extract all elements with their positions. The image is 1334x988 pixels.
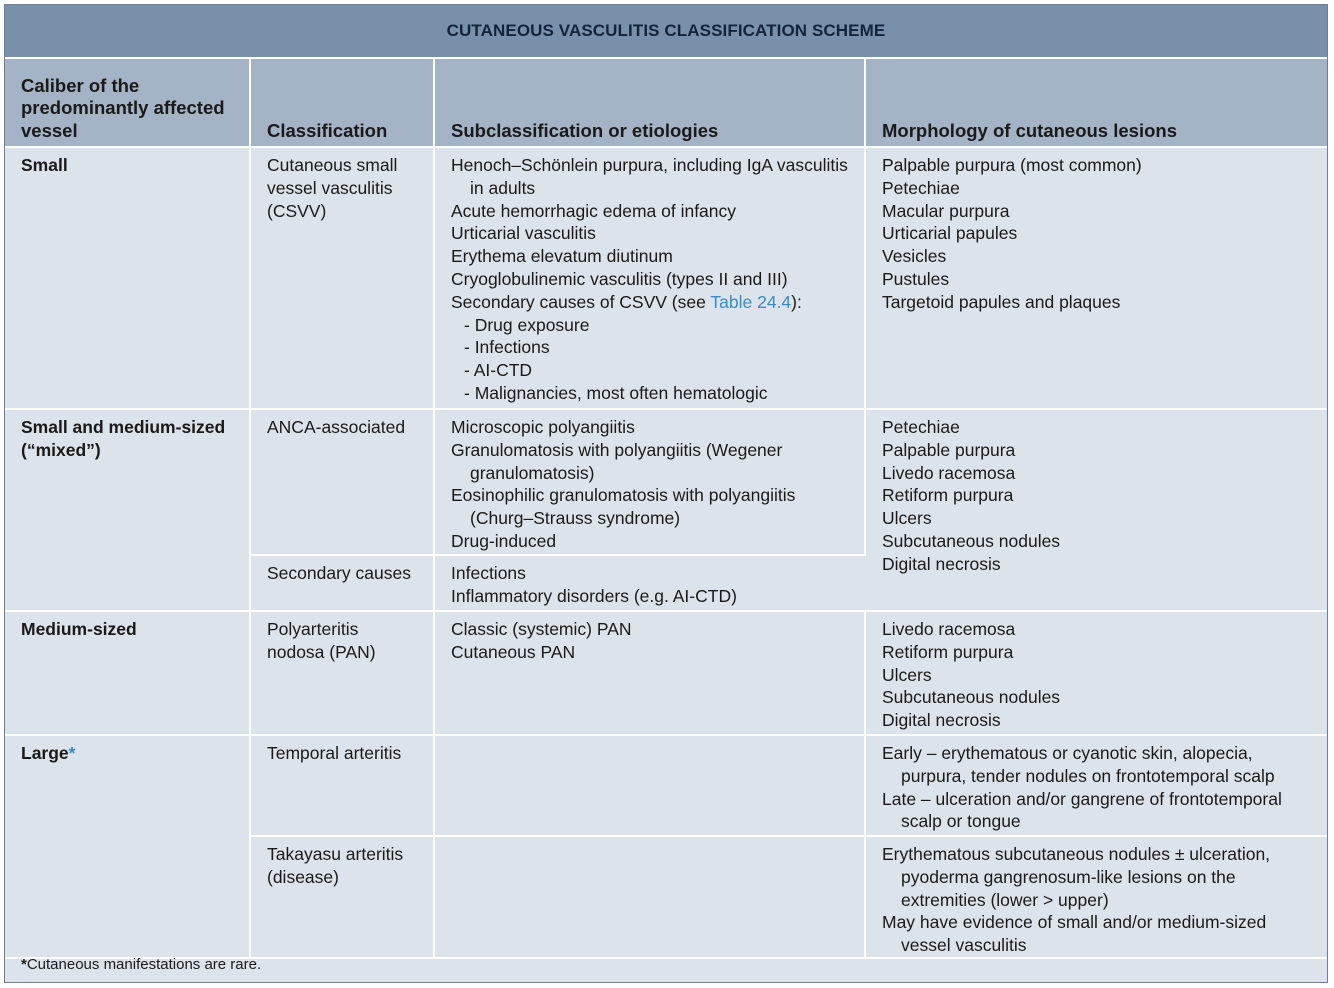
list-item: Henoch–Schönlein purpura, including IgA vasculitis in adults [451,155,848,198]
list-item: Inflammatory disorders (e.g. AI-CTD) [451,585,737,606]
list-item: Cryoglobulinemic vasculitis (types II and III) [451,268,788,289]
list-item: Digital necrosis [882,553,1001,574]
list-item: Petechiae [882,417,960,437]
subclassification-temporal-empty [434,735,865,836]
list-item: Livedo racemosa [882,619,1016,639]
vessel-medium: Medium-sized [5,611,250,735]
vasculitis-table-frame [4,4,1328,983]
classification-table [5,57,1327,959]
list-item: - Drug exposure [464,314,590,335]
list-item: Acute hemorrhagic edema of infancy [451,200,737,221]
header-caliber: Caliber of the predominantly affected vessel [5,58,250,147]
list-item: Ulcers [882,508,932,529]
list-item: Urticarial vasculitis [451,223,596,244]
list-item: Livedo racemosa [882,462,1016,483]
header-row [5,58,1327,147]
secondary-prefix: Secondary causes of CSVV (see [451,291,711,312]
subclassification-takayasu-empty [434,836,865,958]
list-item: Early – erythematous or cyanotic skin, alopecia, purpura, tender nodules on frontotemporal scalp [882,743,1275,786]
header-subclassification: Subclassification or etiologies [434,58,865,147]
list-item: Vesicles [882,246,947,267]
list-item: Erythema elevatum diutinum [451,246,673,267]
classification-secondary-causes: Secondary causes [250,555,434,611]
list-item-secondary-causes [451,291,850,314]
table-row-mixed-anca [5,409,1327,555]
vessel-small: Small [5,147,250,409]
list-item: Erythematous subcutaneous nodules ± ulceration, pyoderma gangrenosum-like lesions on the extremities (lower > upper) [882,844,1271,910]
subclassification-secondary [434,555,865,611]
table-row-medium [5,611,1327,735]
table-row-small [5,147,1327,409]
secondary-suffix: ): [791,291,802,312]
list-item: Pustules [882,268,950,289]
subclassification-small [434,147,865,409]
morphology-temporal [865,735,1327,836]
list-item: May have evidence of small and/or medium-sized vessel vasculitis [882,912,1267,956]
list-item: Microscopic polyangiitis [451,417,635,437]
header-classification: Classification [250,58,434,147]
list-item: Late – ulceration and/or gangrene of frontotemporal scalp or tongue [882,788,1282,832]
list-item: Eosinophilic granulomatosis with polyangiitis (Churg–Strauss syndrome) [451,485,796,529]
list-item: Macular purpura [882,200,1010,221]
morphology-takayasu [865,836,1327,958]
footnote-star-marker: * [68,743,76,763]
classification-takayasu-arteritis: Takayasu arteritis (disease) [250,836,434,958]
list-item: - AI-CTD [464,360,533,381]
list-item: Retiform purpura [882,485,1014,506]
footnote-star: * [21,956,27,973]
list-item: Classic (systemic) PAN [451,619,632,639]
classification-anca: ANCA-associated [250,409,434,555]
list-item: Drug-induced [451,530,557,551]
list-item: Digital necrosis [882,710,1001,731]
morphology-mixed [865,409,1327,611]
list-item: - Malignancies, most often hematologic [464,382,768,403]
table-24-4-link[interactable]: Table 24.4 [710,291,792,312]
morphology-medium [865,611,1327,735]
list-item: Ulcers [882,664,932,685]
list-item: Subcutaneous nodules [882,687,1061,708]
vessel-large [5,735,250,958]
classification-pan: Polyarteritis nodosa (PAN) [250,611,434,735]
list-item: Palpable purpura [882,439,1016,460]
vessel-large-label: Large [21,743,69,763]
footnote-text: Cutaneous manifestations are rare. [26,956,262,973]
list-item: Urticarial papules [882,223,1018,244]
list-item: Cutaneous PAN [451,641,576,662]
list-item: Granulomatosis with polyangiitis (Wegener granulomatosis) [451,439,783,483]
classification-temporal-arteritis: Temporal arteritis [250,735,434,836]
list-item: Subcutaneous nodules [882,530,1061,551]
footnote [21,956,261,973]
header-morphology: Morphology of cutaneous lesions [865,58,1327,147]
vessel-mixed: Small and medium-sized (“mixed”) [5,409,250,611]
list-item: Retiform purpura [882,641,1014,662]
list-item: Infections [451,563,526,583]
list-item: Targetoid papules and plaques [882,291,1121,312]
list-item: Petechiae [882,177,960,198]
list-item: - Infections [464,337,550,358]
list-item: Palpable purpura (most common) [882,155,1142,175]
subclassification-anca [434,409,865,555]
table-title: CUTANEOUS VASCULITIS CLASSIFICATION SCHEME [5,5,1327,57]
subclassification-medium [434,611,865,735]
classification-csvv: Cutaneous small vessel vasculitis (CSVV) [250,147,434,409]
table-row-large-temporal [5,735,1327,836]
morphology-small [865,147,1327,409]
